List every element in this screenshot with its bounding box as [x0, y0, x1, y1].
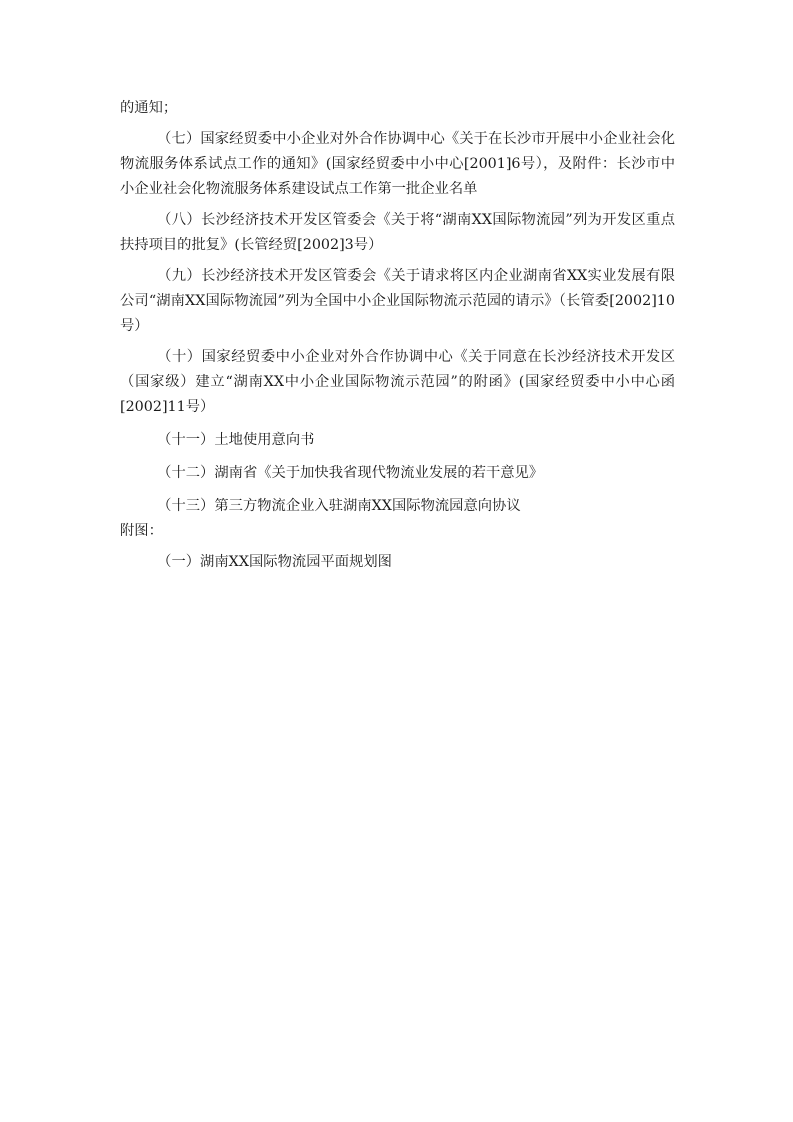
paragraph-item-11: （十一）土地使用意向书: [157, 432, 315, 448]
appendix-label: 附图：: [120, 523, 163, 539]
document-body: [120, 96, 675, 575]
appendix-item-1: （一）湖南XX国际物流园平面规划图: [157, 554, 392, 570]
paragraph-item-10: （十）国家经贸委中小企业对外合作协调中心《关于同意在长沙经济技术开发区（国家级）建立“湖南XX中小企业国际物流示范园”的附函》(国家经贸委中小中心函[2002]11号）: [120, 349, 675, 415]
paragraph-continuation: 的通知；: [120, 100, 178, 116]
paragraph-item-13: （十三）第三方物流企业入驻湖南XX国际物流园意向协议: [157, 498, 521, 514]
paragraph-item-9: （九）长沙经济技术开发区管委会《关于请求将区内企业湖南省XX实业发展有限公司“湖南XX国际物流园”列为全国中小企业国际物流示范园的请示》（长管委[2002]10号）: [120, 268, 675, 334]
paragraph-item-12: （十二）湖南省《关于加快我省现代物流业发展的若干意见》: [157, 465, 544, 481]
paragraph-item-7: （七）国家经贸委中小企业对外合作协调中心《关于在长沙市开展中小企业社会化物流服务体系试点工作的通知》(国家经贸委中小中心[2001]6号），及附件：长沙市中小企业社会化物流服务体系建设试点工作第一批企业名单: [120, 131, 675, 197]
paragraph-item-8: （八）长沙经济技术开发区管委会《关于将“湖南XX国际物流园”列为开发区重点扶持项目的批复》(长管经贸[2002]3号）: [120, 212, 675, 253]
